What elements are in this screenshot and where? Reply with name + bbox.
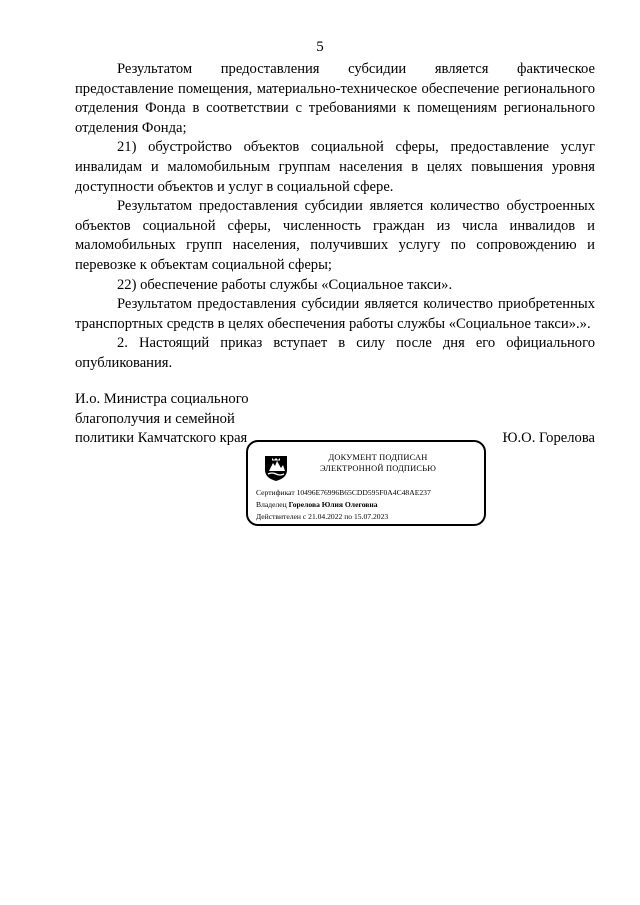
signer-title-line: И.о. Министра социального xyxy=(75,391,249,407)
paragraph: Результатом предоставления субсидии является количество обустроенных объектов социальной сферы, численность граждан из числа инвалидов и маломобильных групп населения, получившиx услугу по сопровождению и перевозке к объектам социальной сферы; xyxy=(75,198,595,273)
stamp-header-line: ЭЛЕКТРОННОЙ ПОДПИСЬЮ xyxy=(319,464,437,473)
stamp-certificate xyxy=(256,488,431,498)
stamp-header xyxy=(298,452,458,474)
owner-label: Владелец xyxy=(256,500,287,509)
kamchatka-coat-of-arms-icon xyxy=(263,454,289,482)
valid-to-label: по xyxy=(344,512,353,521)
certificate-value: 10496E76996B65CDD595F0A4C48AE237 xyxy=(296,488,431,497)
document-body xyxy=(75,60,595,374)
stamp-owner xyxy=(256,500,378,510)
valid-from: 21.04.2022 xyxy=(308,512,343,521)
paragraph: 2. Настоящий приказ вступает в силу после дня его официального опубликования. xyxy=(75,335,595,371)
valid-to: 15.07.2023 xyxy=(354,512,389,521)
paragraph: 21) обустройство объектов социальной сферы, предоставление услуг инвалидам и маломобильным группам населения в целях повышения уровня доступности объектов и услуг в социальной сфере. xyxy=(75,139,595,195)
signer-title-line: благополучия и семейной xyxy=(75,410,235,427)
stamp-header-line: ДОКУМЕНТ ПОДПИСАН xyxy=(328,453,428,462)
valid-label: Действителен с xyxy=(256,512,307,521)
paragraph: Результатом предоставления субсидии является количество приобретенных транспортных средств в целях обеспечения работы службы «Социальное такси».». xyxy=(75,296,595,332)
paragraph: 22) обеспечение работы службы «Социальное такси». xyxy=(117,276,453,293)
electronic-signature-stamp xyxy=(246,440,486,526)
owner-value: Горелова Юлия Олеговна xyxy=(288,500,378,509)
page-number: 5 xyxy=(316,39,324,55)
certificate-label: Сертификат xyxy=(256,488,295,497)
signer-title-line: политики Камчатского края xyxy=(75,430,248,447)
signer-name: Ю.О. Горелова xyxy=(502,430,595,446)
stamp-validity xyxy=(256,512,388,522)
paragraph: Результатом предоставления субсидии является фактическое предоставление помещения, материально-техническое обеспечение регионального отделения Фонда в соответствии с требованиями к помещениям регионального отделения Фонда; xyxy=(75,61,595,136)
